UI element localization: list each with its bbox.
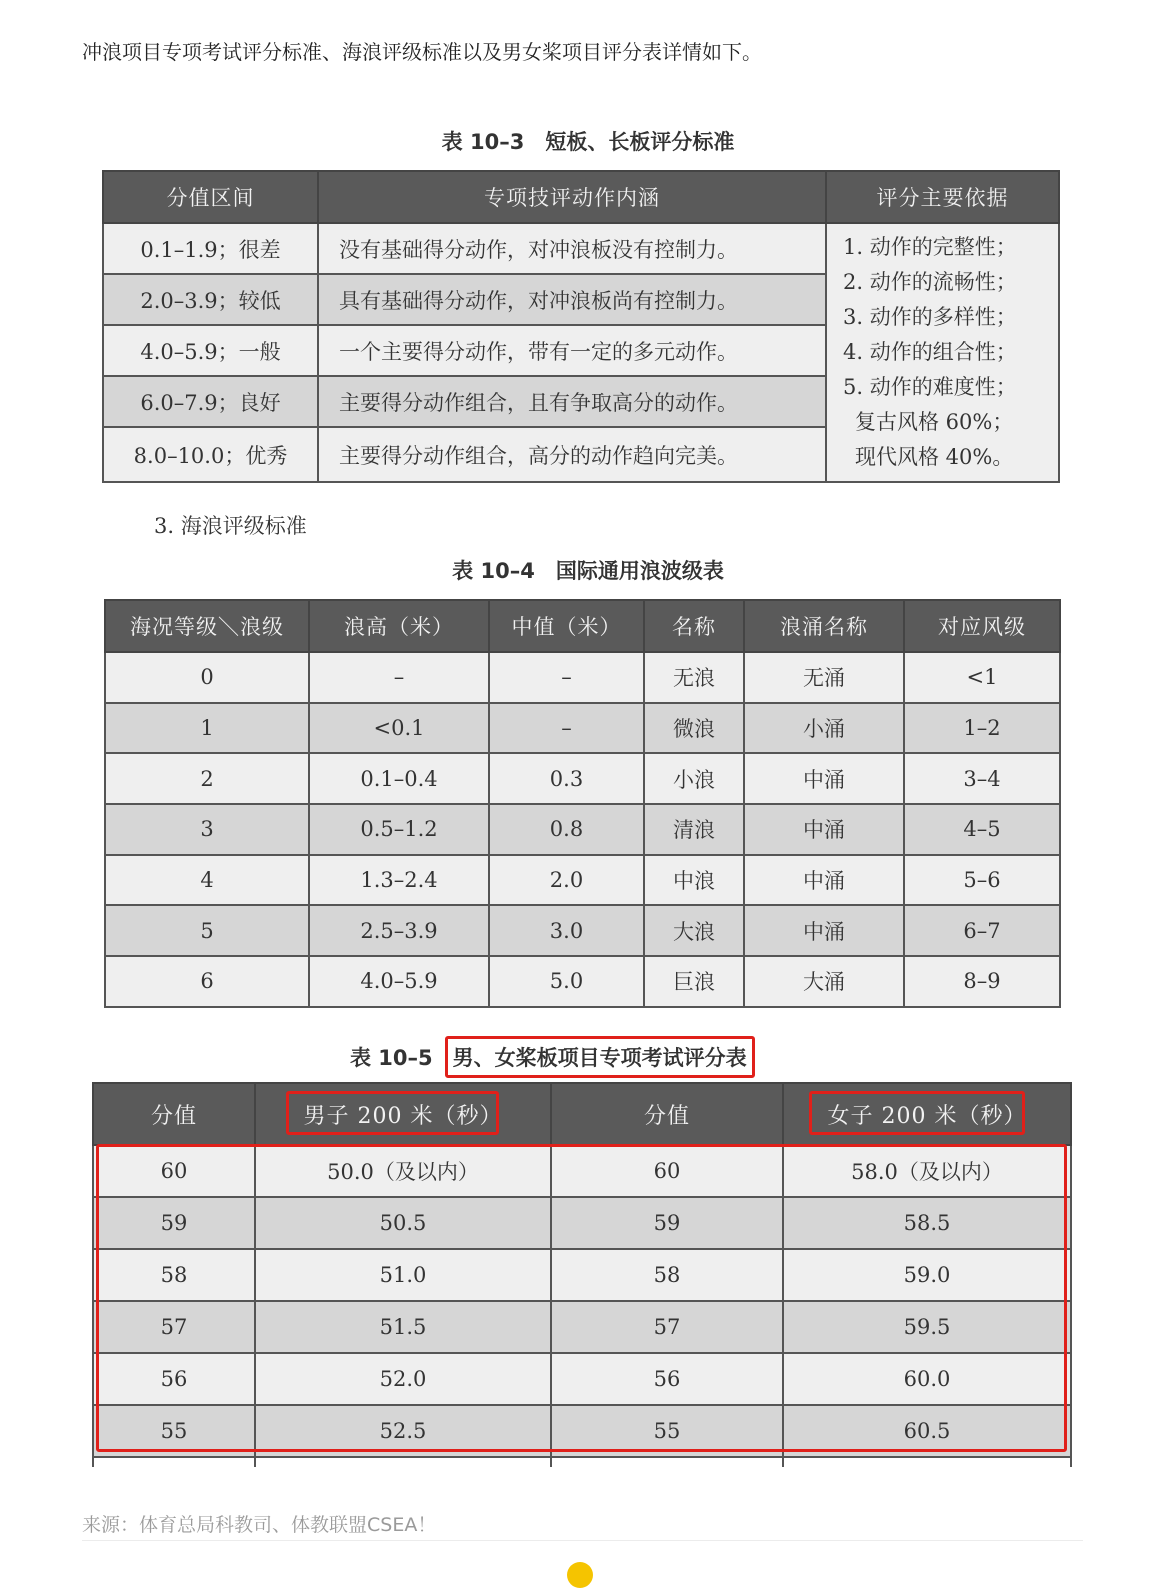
table-cell: 59	[551, 1197, 783, 1249]
table-cell: 无浪	[644, 652, 744, 703]
table-cell: 中涌	[744, 753, 904, 804]
table-cell: 5–6	[904, 855, 1060, 906]
table-row	[105, 652, 1060, 703]
basis-line: 现代风格 40%。	[855, 445, 1014, 469]
table-cell: 1–2	[904, 703, 1060, 754]
table-cell: 中涌	[744, 905, 904, 956]
table-cell: 2	[105, 753, 309, 804]
table-cell: 0.8	[489, 804, 644, 855]
table-cell: 大浪	[644, 905, 744, 956]
table-cell: 小涌	[744, 703, 904, 754]
highlight-box-score-rows	[96, 1144, 1067, 1452]
table-cell: 3–4	[904, 753, 1060, 804]
table-row	[105, 703, 1060, 754]
table-cell: 60.0	[783, 1353, 1071, 1405]
table-cell: 58.0（及以内）	[783, 1145, 1071, 1197]
table-cell: 4.0–5.9	[309, 956, 489, 1007]
basis-line: 复古风格 60%；	[855, 410, 1014, 434]
action-description-cell: 一个主要得分动作，带有一定的多元动作。	[318, 325, 826, 376]
column-header: 海况等级＼浪级	[105, 600, 309, 652]
table-cell: <1	[904, 652, 1060, 703]
table-cell: 8–9	[904, 956, 1060, 1007]
table-cell: 中浪	[644, 855, 744, 906]
table-cell: 4–5	[904, 804, 1060, 855]
table-cell: <0.1	[309, 703, 489, 754]
table-cell: 微浪	[644, 703, 744, 754]
basis-line: 4. 动作的组合性；	[843, 340, 1017, 364]
table-cell: 60.5	[783, 1405, 1071, 1457]
intro-paragraph: 冲浪项目专项考试评分标准、海浪评级标准以及男女桨项目评分表详情如下。	[82, 40, 762, 64]
basis-line: 2. 动作的流畅性；	[843, 270, 1017, 294]
table-cell: –	[489, 703, 644, 754]
table-cell	[255, 1457, 551, 1467]
action-description-cell: 主要得分动作组合，且有争取高分的动作。	[318, 376, 826, 427]
column-header: 专项技评动作内涵	[318, 171, 826, 223]
score-range-cell: 0.1–1.9；很差	[103, 223, 318, 274]
table-row	[105, 804, 1060, 855]
table-cell: 51.0	[255, 1249, 551, 1301]
section-heading: 3. 海浪评级标准	[154, 514, 307, 538]
column-header: 分值	[93, 1083, 255, 1145]
table-cell: 无涌	[744, 652, 904, 703]
highlight-box-men-header	[286, 1091, 499, 1135]
score-range-cell: 2.0–3.9；较低	[103, 274, 318, 325]
table-cell	[783, 1457, 1071, 1467]
table-cell: 60	[93, 1145, 255, 1197]
table-cell: 59.5	[783, 1301, 1071, 1353]
table-cell: 52.5	[255, 1405, 551, 1457]
table-cell: 4	[105, 855, 309, 906]
column-header: 女子 200 米（秒）	[783, 1083, 1071, 1145]
table-cell: 0	[105, 652, 309, 703]
caption-prefix: 表 10–5	[350, 1046, 433, 1070]
table-cell: 55	[551, 1405, 783, 1457]
divider	[82, 1540, 1083, 1541]
table-cell: 5	[105, 905, 309, 956]
column-header: 浪高（米）	[309, 600, 489, 652]
table-cell: 0.5–1.2	[309, 804, 489, 855]
table-cell: 1	[105, 703, 309, 754]
table-cell: 1.3–2.4	[309, 855, 489, 906]
basis-line: 3. 动作的多样性；	[843, 305, 1017, 329]
table-10-5-caption	[350, 1036, 755, 1078]
table-cell: 大涌	[744, 956, 904, 1007]
caption-highlight: 男、女桨板项目专项考试评分表	[445, 1036, 755, 1078]
table-cell: 3.0	[489, 905, 644, 956]
table-cell: 58.5	[783, 1197, 1071, 1249]
scroll-indicator-dot	[567, 1562, 593, 1588]
table-cell: 55	[93, 1405, 255, 1457]
table-cell: 60	[551, 1145, 783, 1197]
score-range-cell: 8.0–10.0；优秀	[103, 427, 318, 482]
table-cell: 小浪	[644, 753, 744, 804]
score-range-cell: 4.0–5.9；一般	[103, 325, 318, 376]
highlight-box-women-header	[809, 1091, 1025, 1135]
table-cell	[551, 1457, 783, 1467]
source-note: 来源：体育总局科教司、体教联盟CSEA！	[82, 1514, 437, 1536]
table-cell: 50.0（及以内）	[255, 1145, 551, 1197]
table-row	[105, 753, 1060, 804]
table-cell: 59	[93, 1197, 255, 1249]
score-range-cell: 6.0–7.9；良好	[103, 376, 318, 427]
table-cell	[93, 1457, 255, 1467]
table-cell: 中涌	[744, 855, 904, 906]
column-header: 评分主要依据	[826, 171, 1059, 223]
action-description-cell: 具有基础得分动作，对冲浪板尚有控制力。	[318, 274, 826, 325]
basis-line: 1. 动作的完整性；	[843, 235, 1017, 259]
table-row	[105, 905, 1060, 956]
table-cell: 6–7	[904, 905, 1060, 956]
table-cell: 5.0	[489, 956, 644, 1007]
table-cell: 3	[105, 804, 309, 855]
table-cell: 6	[105, 956, 309, 1007]
table-cell: 59.0	[783, 1249, 1071, 1301]
table-cell: 58	[551, 1249, 783, 1301]
table-cell: 清浪	[644, 804, 744, 855]
column-header: 对应风级	[904, 600, 1060, 652]
column-header: 名称	[644, 600, 744, 652]
table-row	[105, 855, 1060, 906]
action-description-cell: 主要得分动作组合，高分的动作趋向完美。	[318, 427, 826, 482]
table-cell: 50.5	[255, 1197, 551, 1249]
scoring-basis-cell	[826, 223, 1059, 482]
table-cell: –	[489, 652, 644, 703]
table-cell: 2.0	[489, 855, 644, 906]
table-cell: 52.0	[255, 1353, 551, 1405]
table-10-4	[104, 599, 1061, 1008]
table-10-4-caption: 表 10–4 国际通用浪波级表	[452, 559, 724, 583]
table-cell: 0.1–0.4	[309, 753, 489, 804]
table-cell: 56	[551, 1353, 783, 1405]
table-cell: 56	[93, 1353, 255, 1405]
table-cell: 中涌	[744, 804, 904, 855]
table-cell: 58	[93, 1249, 255, 1301]
column-header: 分值	[551, 1083, 783, 1145]
table-cell: 57	[93, 1301, 255, 1353]
table-cell: 2.5–3.9	[309, 905, 489, 956]
table-cell: 巨浪	[644, 956, 744, 1007]
table-row	[105, 956, 1060, 1007]
table-10-3-caption: 表 10–3 短板、长板评分标准	[441, 130, 735, 154]
table-cell: –	[309, 652, 489, 703]
column-header: 男子 200 米（秒）	[255, 1083, 551, 1145]
action-description-cell: 没有基础得分动作，对冲浪板没有控制力。	[318, 223, 826, 274]
table-cell: 0.3	[489, 753, 644, 804]
table-cell: 57	[551, 1301, 783, 1353]
table-cell: 51.5	[255, 1301, 551, 1353]
column-header: 分值区间	[103, 171, 318, 223]
basis-line: 5. 动作的难度性；	[843, 375, 1017, 399]
column-header: 中值（米）	[489, 600, 644, 652]
column-header: 浪涌名称	[744, 600, 904, 652]
table-row	[103, 223, 1059, 274]
table-row-cut-off	[93, 1457, 1071, 1467]
table-10-3	[102, 170, 1060, 483]
